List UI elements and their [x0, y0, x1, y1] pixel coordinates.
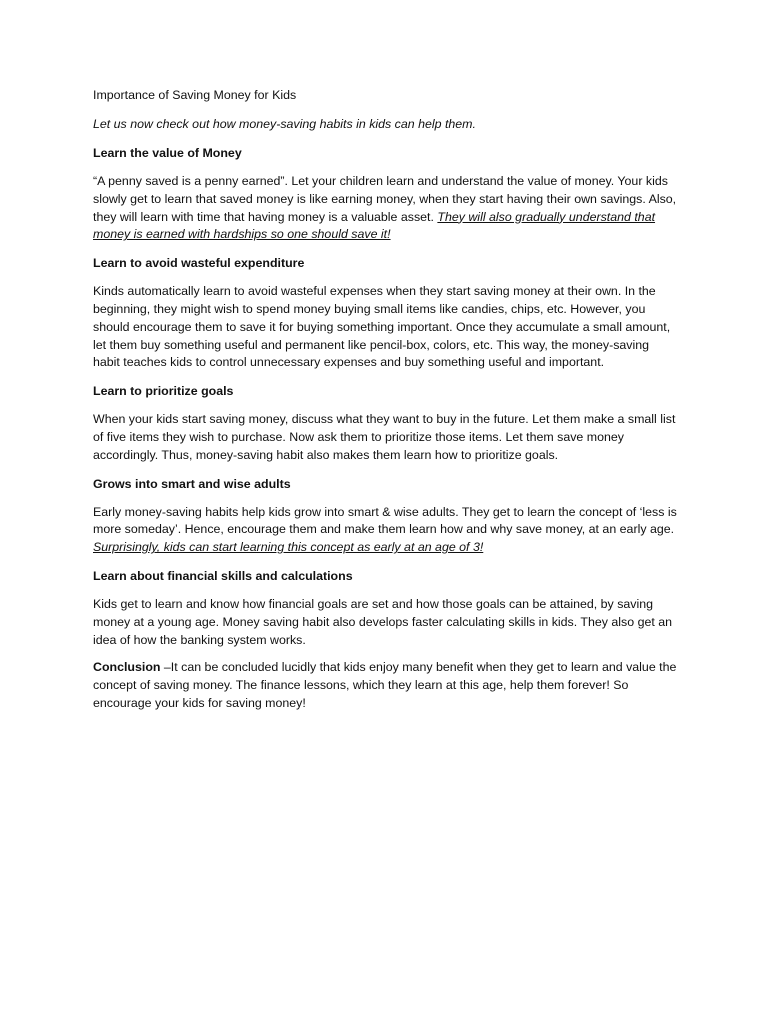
intro-text: Let us now check out how money-saving habits in kids can help them.	[93, 117, 476, 131]
emphasized-text: They will also gradually understand that money is earned with hardships so one should save it!	[93, 209, 656, 242]
section-heading-smart-adults: Grows into smart and wise adults	[93, 476, 291, 491]
paragraph-text: Early money-saving habits help kids grow into smart & wise adults. They get to learn the concept of ‘less is more someday’. Hence, encourage them and make them learn how and why save money, at an early age.	[93, 504, 677, 537]
paragraph-text: “A penny saved is a penny earned”. Let your children learn and understand the value of money. Your kids slowly get to learn that saved money is like earning money, when they start having their own savings. Also, they will learn with time that having money is a valuable asset.	[93, 174, 677, 224]
conclusion-label: Conclusion	[93, 660, 161, 675]
section-paragraph-value-of-money	[93, 173, 678, 244]
section-heading-financial-skills: Learn about financial skills and calculations	[93, 568, 353, 583]
conclusion-paragraph	[93, 659, 678, 712]
document-body	[93, 86, 678, 723]
conclusion-text: –It can be concluded lucidly that kids enjoy many benefit when they get to learn and value the concept of saving money. The finance lessons, which they learn at this age, help them forever! So encourage your kids for saving money!	[93, 660, 677, 710]
section-paragraph-financial-skills: Kids get to learn and know how financial goals are set and how those goals can be attained, by saving money at a young age. Money saving habit also develops faster calculating skills in kids. They also get an idea of how the banking system works.	[93, 596, 673, 647]
section-heading-value-of-money: Learn the value of Money	[93, 146, 242, 160]
section-paragraph-wasteful-expenditure: Kinds automatically learn to avoid wasteful expenses when they start saving money at their own. In the beginning, they might wish to spend money buying small items like candies, chips, etc. However, you should encourage them to save it for buying something important. Once they accumulate a small amount, let them buy something useful and permanent like pencil-box, colors, etc. This way, the money-saving habit teaches kids to control unnecessary expenses and buy something useful and important.	[93, 284, 671, 370]
section-paragraph-smart-adults	[93, 504, 678, 557]
section-heading-prioritize-goals: Learn to prioritize goals	[93, 384, 234, 399]
section-heading-wasteful-expenditure: Learn to avoid wasteful expenditure	[93, 256, 305, 271]
document-title: Importance of Saving Money for Kids	[93, 88, 297, 102]
section-paragraph-prioritize-goals: When your kids start saving money, discuss what they want to buy in the future. Let them make a small list of five items they wish to purchase. Now ask them to prioritize those items. Let them save money accordingly. Thus, money-saving habit also makes them learn how to prioritize goals.	[93, 412, 676, 462]
emphasized-text: Surprisingly, kids can start learning this concept as early at an age of 3!	[93, 540, 484, 555]
